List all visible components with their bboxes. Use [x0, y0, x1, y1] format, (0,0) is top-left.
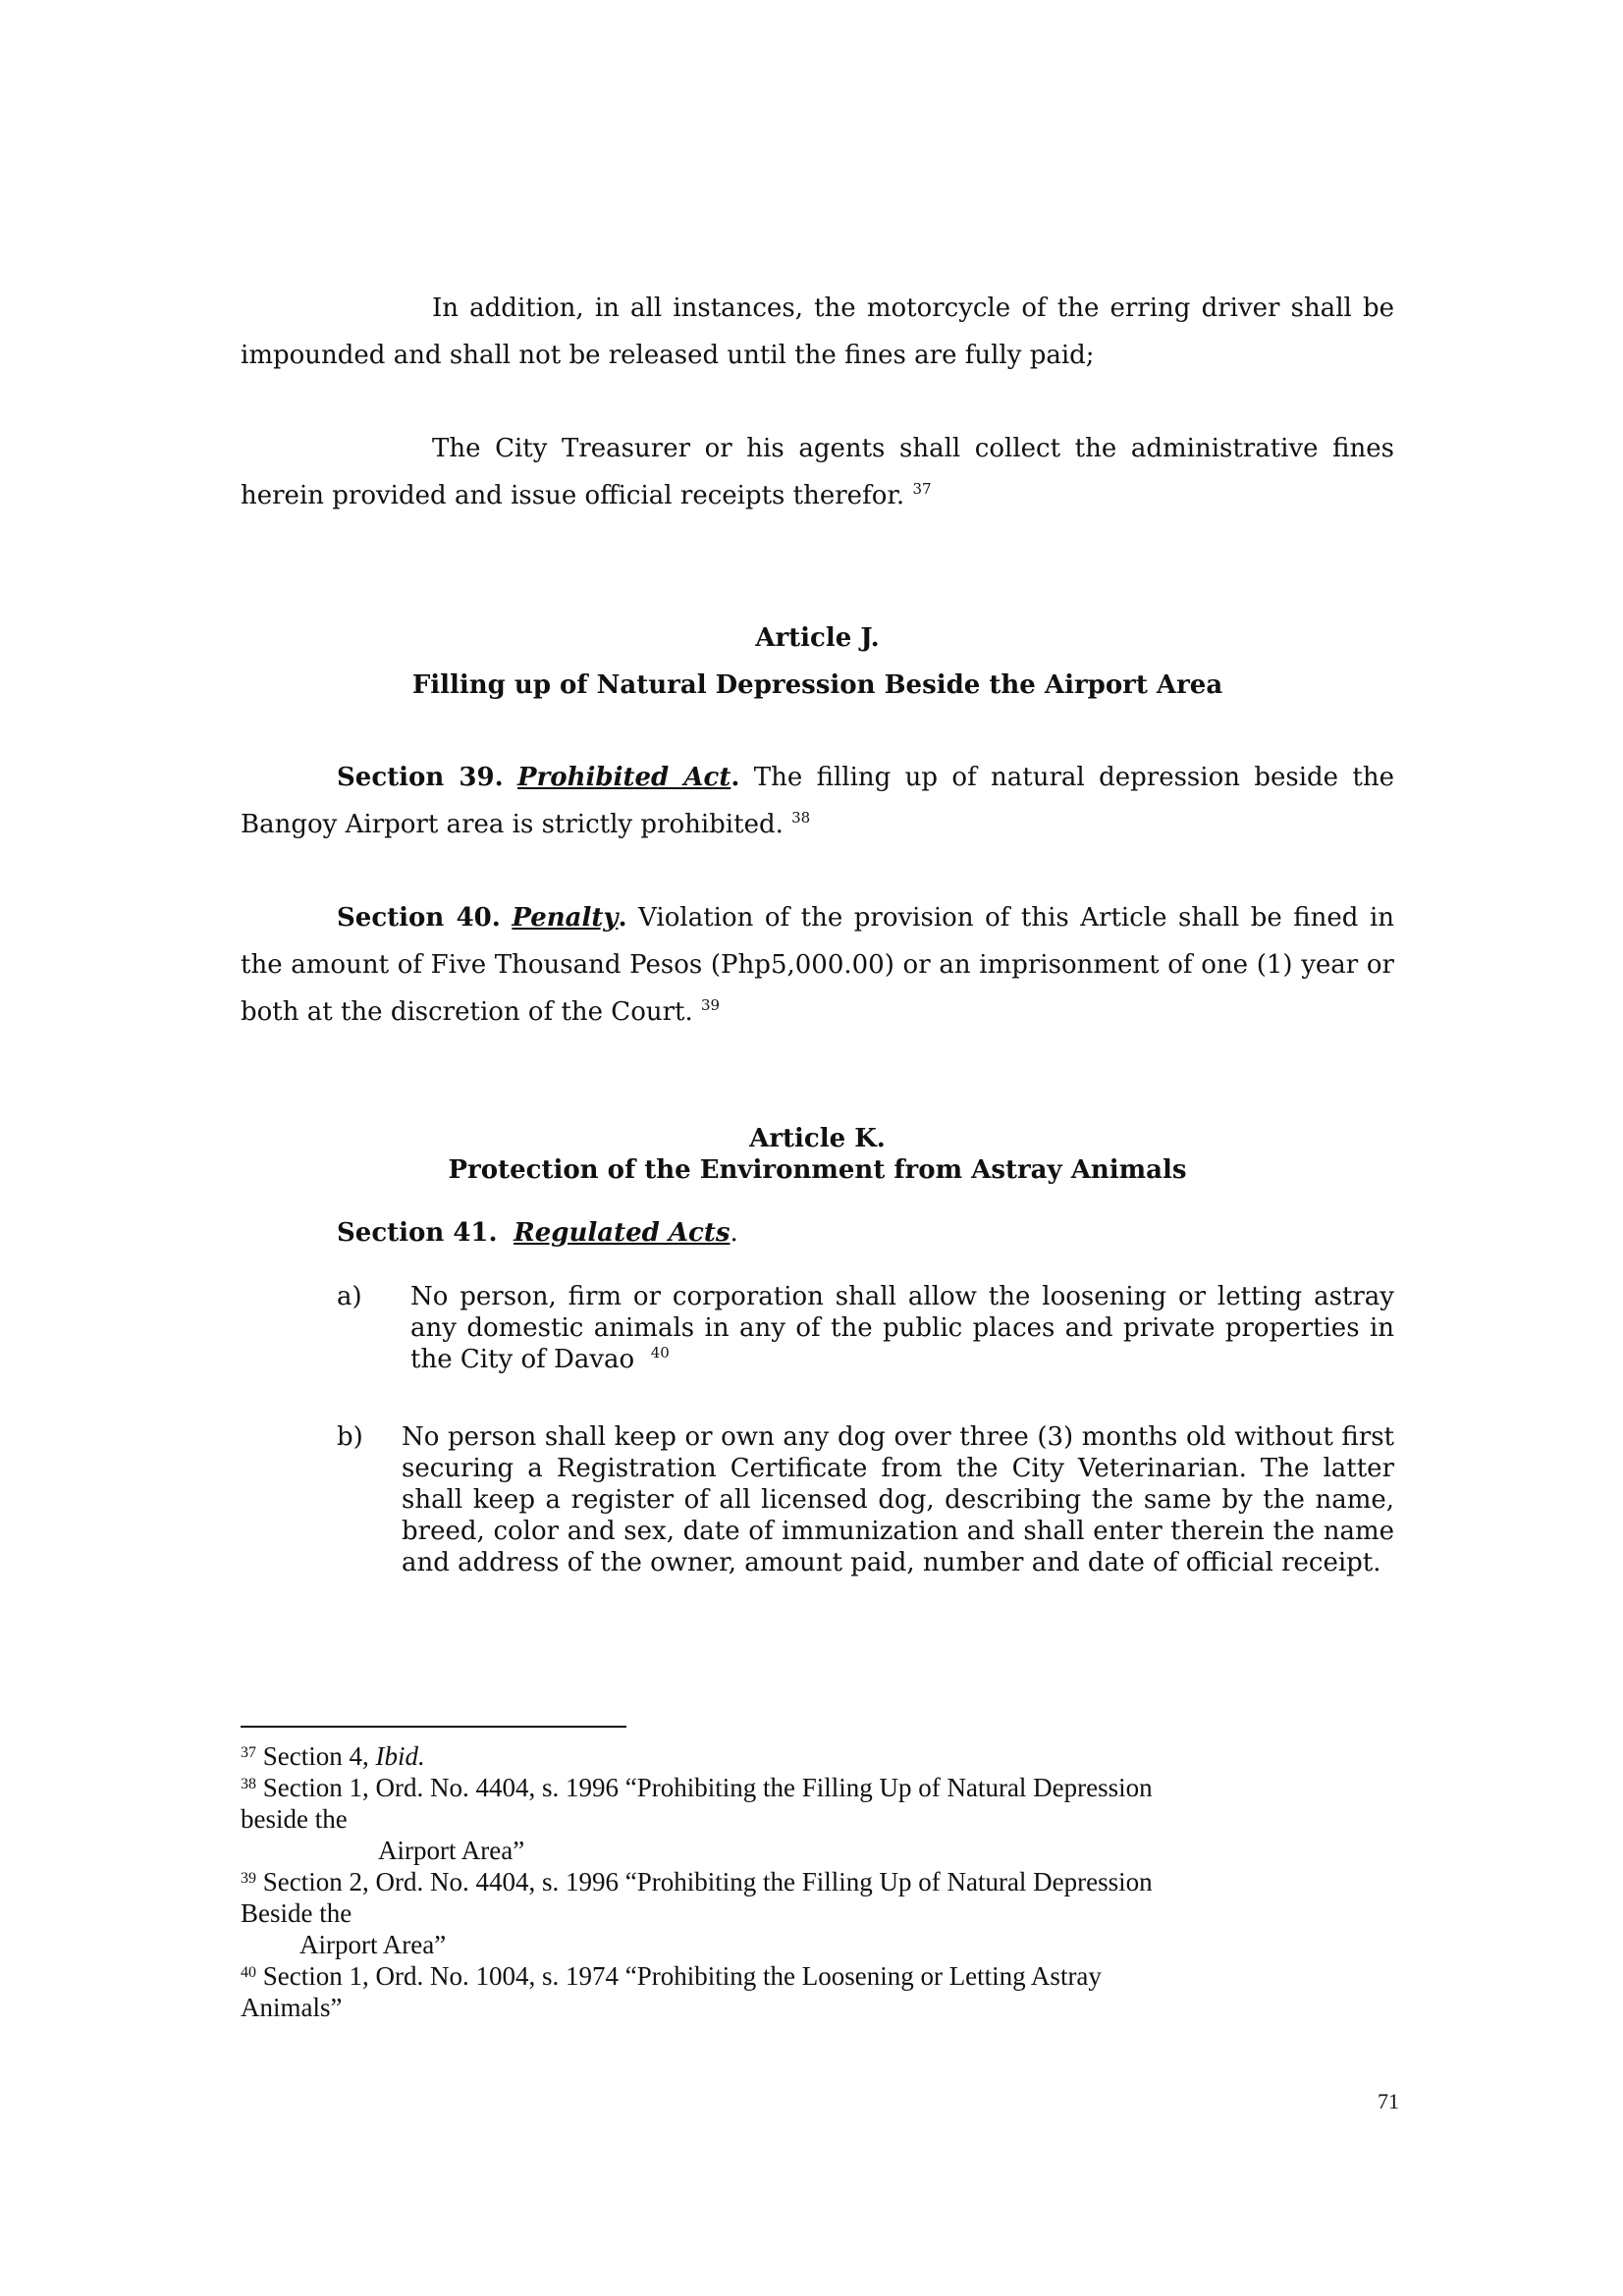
section-40-text: Violation of the provision of this Article shall be fined in the amount of Five Thousand Pesos (Php5,000.00) or an imprisonment of one (1) year or both at the discretion of the Court.	[241, 903, 1395, 1027]
section-39-label: Section 39.	[337, 763, 504, 792]
paragraph-impound: In addition, in all instances, the motorcycle of the erring driver shall be impounded and shall not be released until the fines are fully paid;	[241, 294, 1394, 370]
page-number: 71	[1378, 2089, 1399, 2113]
item-a: No person, firm or corporation shall allow the loosening or letting astray any domestic animals in any of the public places and private properties in the City of Davao $^{40}$	[410, 1282, 1394, 1374]
item-a-label: a)	[337, 1282, 362, 1311]
section-40-title: Penalty	[512, 903, 619, 933]
footnote-separator	[241, 1726, 626, 1728]
footnote-39: $^{39}$ Section 2, Ord. No. 4404, s. 1996 “Prohibiting the Filling Up of Natural Depression Beside the Airport Area”	[241, 1867, 1153, 1959]
footnote-38: $^{38}$ Section 1, Ord. No. 4404, s. 1996 “Prohibiting the Filling Up of Natural Depression beside the Airport Area”	[241, 1773, 1153, 1865]
article-k-title: Protection of the Environment from Astray Animals	[448, 1155, 1187, 1185]
section-39: Section 39. Prohibited Act. The filling up of natural depression beside the Bangoy Airport area is strictly prohibited. $^{38}$	[241, 763, 1395, 839]
section-39-text: The filling up of natural depression beside the Bangoy Airport area is strictly prohibited.	[241, 763, 1395, 839]
section-41: Section 41. Regulated Acts.	[337, 1218, 738, 1248]
footnote-ref-39: 39	[701, 996, 721, 1014]
item-b-label: b)	[337, 1422, 363, 1452]
section-41-label: Section 41.	[337, 1218, 498, 1248]
footnote-ref-37: 37	[912, 480, 932, 498]
paragraph-treasurer: The City Treasurer or his agents shall collect the administrative fines herein provided and issue official receipts therefor. $^{37}$	[241, 434, 1394, 510]
section-41-title: Regulated Acts	[514, 1218, 730, 1248]
article-k-heading: Article K.	[749, 1124, 886, 1153]
section-40: Section 40. Penalty. Violation of the provision of this Article shall be fined in the amount of Five Thousand Pesos (Php5,000.00) or an imprisonment of one (1) year or both at the discretion of the Court. $^{39}$	[241, 903, 1395, 1027]
article-j-title: Filling up of Natural Depression Beside the Airport Area	[411, 670, 1223, 700]
footnote-37: $^{37}$ Section 4, Ibid.	[241, 1741, 425, 1771]
footnote-ref-40: 40	[650, 1344, 670, 1362]
article-j-heading: Article J.	[755, 623, 880, 653]
section-39-title: Prohibited Act	[517, 763, 731, 792]
footnote-40: $^{40}$ Section 1, Ord. No. 1004, s. 1974 “Prohibiting the Loosening or Letting Astray Animals”	[241, 1961, 1102, 2022]
footnote-ref-38: 38	[791, 809, 811, 827]
section-40-label: Section 40.	[337, 903, 501, 933]
item-b: No person shall keep or own any dog over three (3) months old without first securing a Registration Certificate from the City Veterinarian. The latter shall keep a register of all licensed dog, describing the same by the name, breed, color and sex, date of immunization and shall enter therein the name and address of the owner, amount paid, number and date of official receipt.	[402, 1422, 1394, 1577]
